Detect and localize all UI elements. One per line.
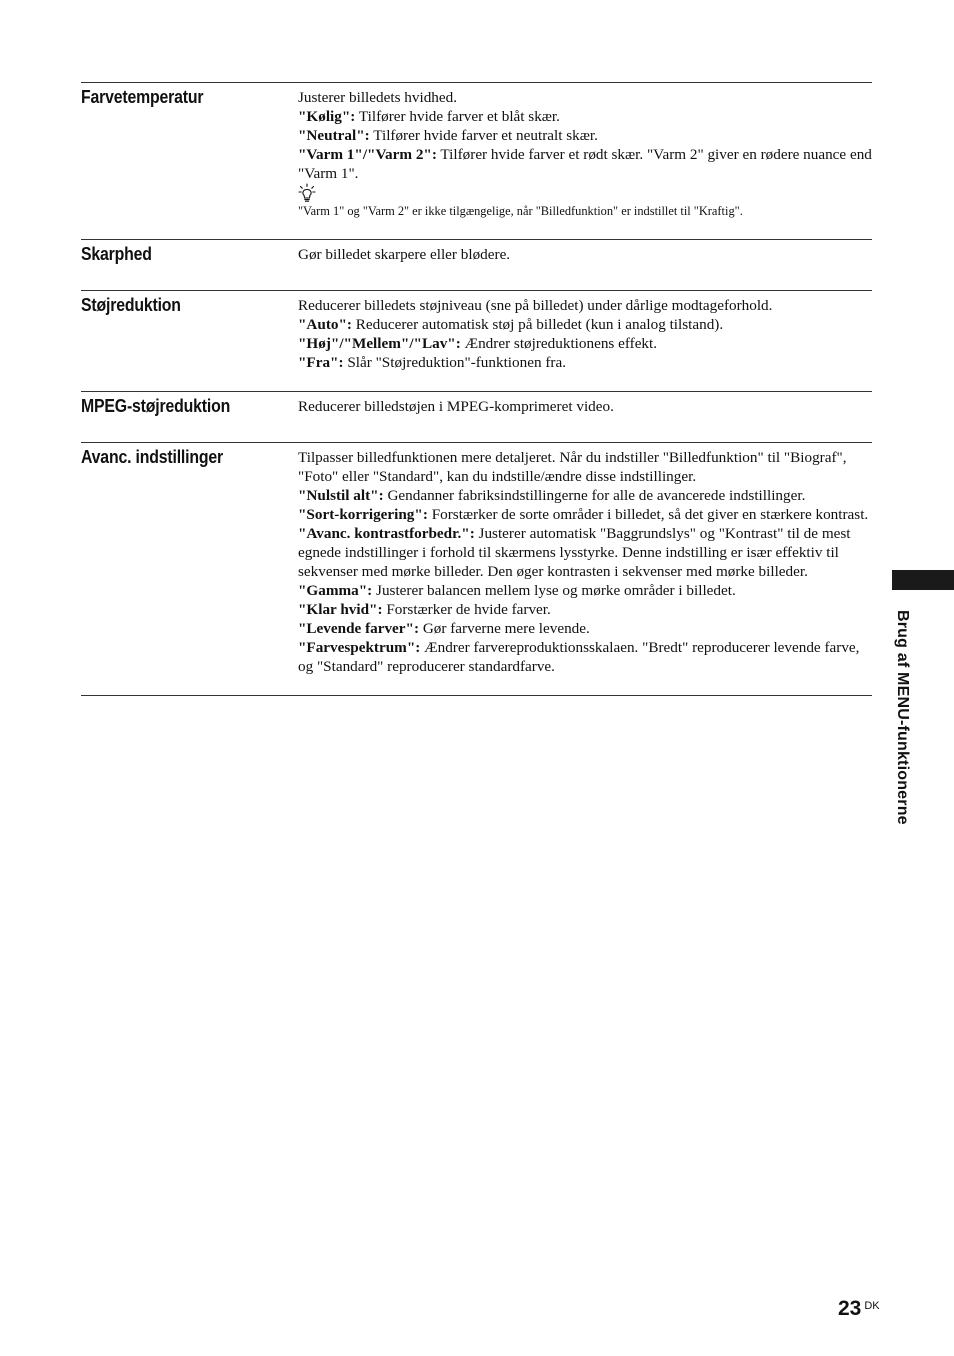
option-label: "Klar hvid":: [298, 601, 383, 618]
option-text: Gør farverne mere levende.: [419, 620, 590, 637]
option-item: [298, 486, 872, 505]
option-item: [298, 581, 872, 600]
chapter-label: Brug af MENU-funktionerne: [894, 610, 911, 825]
option-text: Tilfører hvide farver et rødt skær. "Varm 2" giver en rødere nuance end "Varm 1".: [298, 146, 872, 182]
option-item: [298, 524, 872, 581]
option-item: [298, 505, 872, 524]
section-intro: Justerer billedets hvidhed.: [298, 89, 458, 106]
section-intro: Tilpasser billedfunktionen mere detaljeret. Når du indstiller "Billedfunktion" til "Biograf", "Foto" eller "Standard", kan du indstille/ændre disse indstillinger.: [298, 449, 847, 485]
section-mpeg-stoejreduktion: [81, 391, 872, 442]
page-number-value: 23: [838, 1297, 862, 1320]
section-farvetemperatur: [81, 82, 872, 239]
option-text: Ændrer støjreduktionens effekt.: [460, 335, 658, 352]
section-body: [298, 397, 872, 416]
section-heading: Avanc. indstillinger: [81, 447, 224, 467]
tip-lightbulb-icon: [298, 183, 316, 203]
option-label: "Auto":: [298, 316, 352, 333]
section-body: [298, 448, 872, 676]
section-heading: MPEG-støjreduktion: [81, 396, 231, 416]
settings-table: [81, 82, 872, 696]
option-item: [298, 619, 872, 638]
option-text: Justerer balancen mellem lyse og mørke områder i billedet.: [372, 582, 736, 599]
option-label: "Kølig":: [298, 108, 356, 125]
option-label: "Neutral":: [298, 127, 370, 144]
chapter-tab-marker: [892, 570, 954, 590]
section-intro: Gør billedet skarpere eller blødere.: [298, 246, 511, 263]
option-label: "Gamma":: [298, 582, 373, 599]
section-heading: Skarphed: [81, 244, 152, 264]
option-label: "Farvespektrum":: [298, 639, 421, 656]
option-text: Justerer automatisk "Baggrundslys" og "Kontrast" til de mest egnede indstillinger i forhold til skærmens lysstyrke. Denne indstilling er især effektiv til sekvenser med mørke billeder. Den øger kontrasten i sekvenser med mørke billeder.: [298, 525, 851, 580]
option-item: [298, 353, 872, 372]
option-text: Forstærker de hvide farver.: [382, 601, 551, 618]
option-text: Reducerer automatisk støj på billedet (kun i analog tilstand).: [352, 316, 724, 333]
option-item: [298, 107, 872, 126]
option-text: Tilfører hvide farver et blåt skær.: [355, 108, 560, 125]
option-text: Tilfører hvide farver et neutralt skær.: [369, 127, 598, 144]
option-item: [298, 638, 872, 676]
option-label: "Avanc. kontrastforbedr.":: [298, 525, 475, 542]
section-body: [298, 296, 872, 372]
option-text: Forstærker de sorte områder i billedet, så det giver en stærkere kontrast.: [427, 506, 869, 523]
option-label: "Nulstil alt":: [298, 487, 384, 504]
section-intro: Reducerer billedstøjen i MPEG-komprimeret video.: [298, 398, 614, 415]
section-body: [298, 245, 872, 264]
option-item: [298, 315, 872, 334]
tip-text: "Varm 1" og "Varm 2" er ikke tilgængelige, når "Billedfunktion" er indstillet til "Kraftig".: [298, 204, 743, 218]
option-item: [298, 600, 872, 619]
section-heading: Farvetemperatur: [81, 87, 204, 107]
option-label: "Høj"/"Mellem"/"Lav":: [298, 335, 461, 352]
option-item: [298, 334, 872, 353]
option-label: "Levende farver":: [298, 620, 420, 637]
section-body: [298, 88, 872, 220]
section-intro: Reducerer billedets støjniveau (sne på billedet) under dårlige modtageforhold.: [298, 297, 773, 314]
option-label: "Varm 1"/"Varm 2":: [298, 146, 437, 163]
option-label: "Sort-korrigering":: [298, 506, 428, 523]
section-skarphed: [81, 239, 872, 290]
option-text: Gendanner fabriksindstillingerne for alle de avancerede indstillinger.: [383, 487, 806, 504]
option-item: [298, 126, 872, 145]
section-stoejreduktion: [81, 290, 872, 391]
section-heading: Støjreduktion: [81, 295, 181, 315]
option-text: Slår "Støjreduktion"-funktionen fra.: [343, 354, 566, 371]
option-text: Ændrer farvereproduktionsskalaen. "Bredt" reproducerer levende farve, og "Standard" reproducerer standardfarve.: [298, 639, 860, 675]
section-avanc-indstillinger: [81, 442, 872, 696]
page-number: [838, 1297, 880, 1321]
option-item: [298, 145, 872, 183]
page-number-suffix: DK: [864, 1300, 880, 1312]
option-label: "Fra":: [298, 354, 344, 371]
